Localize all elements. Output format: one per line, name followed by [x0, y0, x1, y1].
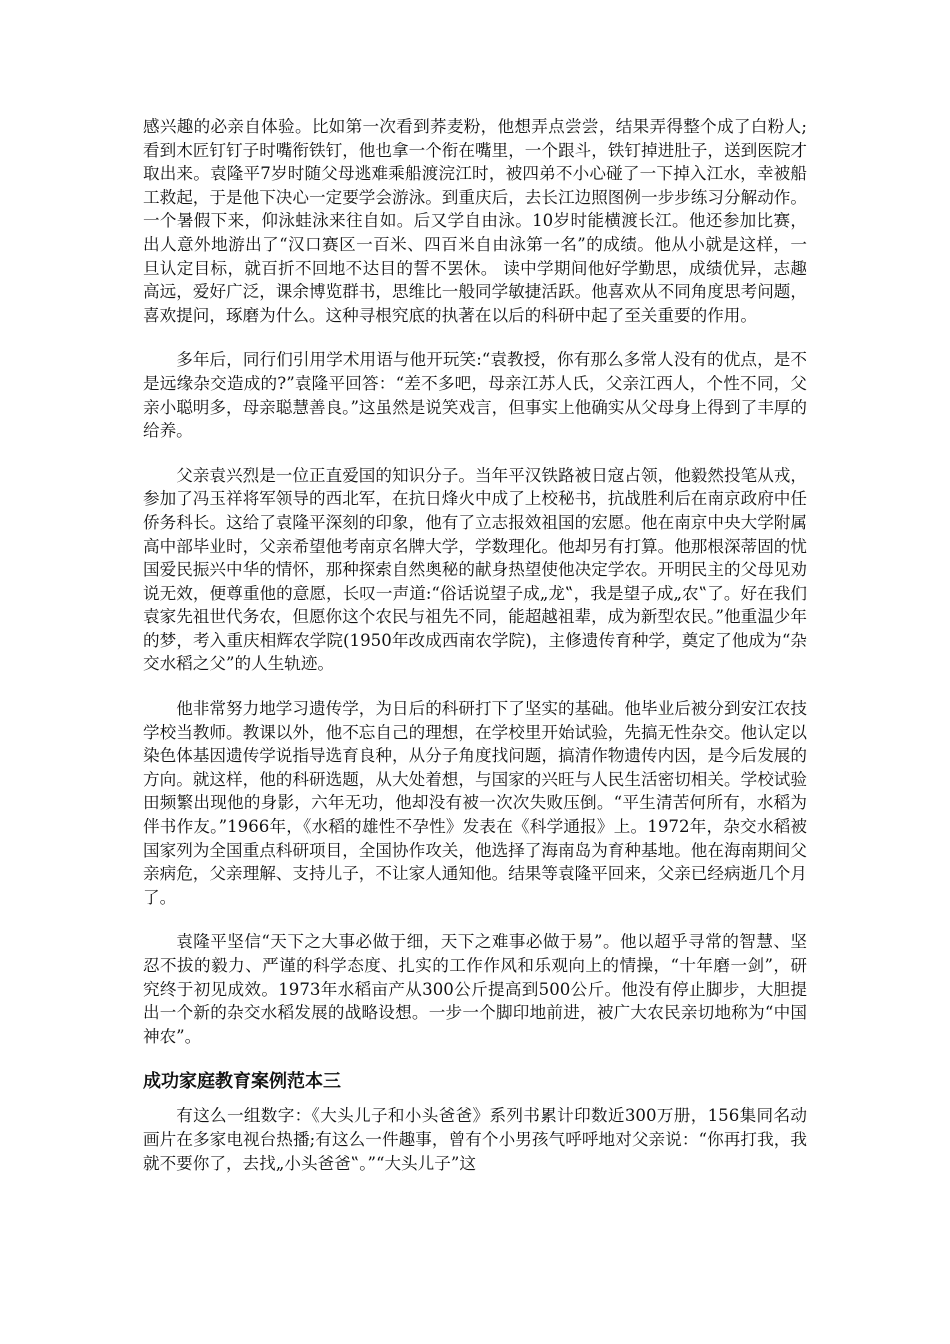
paragraph-colleague-joke: 多年后，同行们引用学术用语与他开玩笑:“袁教授，你有那么多常人没有的优点，是不是远缘杂交造成的?”袁隆平回答：“差不多吧，母亲江苏人氏，父亲江西人，个性不同，父亲小聪明多，母亲聪慧善良。”这虽然是说笑戏言，但事实上他确实从父母身上得到了丰厚的给养。: [143, 350, 807, 441]
document-body: [143, 115, 807, 1196]
paragraph-father: 父亲袁兴烈是一位正直爱国的知识分子。当年平汉铁路被日寇占领，他毅然投笔从戎，参加了冯玉祥将军领导的西北军，在抗日烽火中成了上校秘书，抗战胜利后在南京政府中任侨务科长。这给了袁隆平深刻的印象，他有了立志报效祖国的宏愿。他在南京中央大学附属高中部毕业时，父亲希望他考南京名牌大学，学数理化。他却另有打算。他那根深蒂固的忧国爱民振兴中华的情怀，那种探索自然奥秘的献身热望使他决定学农。开明民主的父母见劝说无效，便尊重他的意愿，长叹一声道:“俗话说望子成„龙‟，我是望子成„农‟了。好在我们袁家先祖世代务农，但愿你这个农民与祖先不同，能超越祖辈，成为新型农民。”他重温少年的梦，考入重庆相辉农学院(1950年改成西南农学院)，主修遗传育种学，奠定了他成为“杂交水稻之父”的人生轨迹。: [143, 465, 807, 674]
paragraph-childhood: 感兴趣的必亲自体验。比如第一次看到荞麦粉，他想弄点尝尝，结果弄得整个成了白粉人;看到木匠钉钉子时嘴衔铁钉，他也拿一个衔在嘴里，一个跟斗，铁钉掉进肚子，送到医院才取出来。袁隆平7岁时随父母逃难乘船渡浣江时，被四弟不小心碰了一下掉入江水，幸被船工救起，于是他下决心一定要学会游泳。到重庆后，去长江边照图例一步步练习分解动作。一个暑假下来，仰泳蛙泳来往自如。后又学自由泳。10岁时能横渡长江。他还参加比赛，出人意外地游出了“汉口赛区一百米、四百米自由泳第一名”的成绩。他从小就是这样，一旦认定目标，就百折不回地不达目的誓不罢休。 读中学期间他好学勤思，成绩优异，志趣高远，爱好广泛，课余博览群书，思维比一般同学敏捷活跃。他喜欢从不同角度思考问题，喜欢提问，琢磨为什么。这种寻根究底的执著在以后的科研中起了至关重要的作用。: [143, 117, 807, 325]
paragraph-case-three-intro: 有这么一组数字：《大头儿子和小头爸爸》系列书累计印数近300万册，156集同名动画片在多家电视台热播;有这么一件趣事，曾有个小男孩气呼呼地对父亲说：“你再打我，我就不要你了，去找„小头爸爸‟。”“大头儿子”这: [143, 1106, 807, 1173]
paragraph-achievement: 袁隆平坚信“天下之大事必做于细，天下之难事必做于易”。他以超乎寻常的智慧、坚忍不拔的毅力、严谨的科学态度、扎实的工作作风和乐观向上的情操，“十年磨一剑”，研究终于初见成效。1973年水稻亩产从300公斤提高到500公斤。他没有停止脚步，大胆提出一个新的杂交水稻发展的战略设想。一步一个脚印地前进，被广大农民亲切地称为“中国神农”。: [143, 932, 807, 1046]
section-heading: 成功家庭教育案例范本三: [143, 1071, 341, 1093]
paragraph-genetics-study: 他非常努力地学习遗传学，为日后的科研打下了坚实的基础。他毕业后被分到安江农技学校当教师。教课以外，他不忘自己的理想，在学校里开始试验，先搞无性杂交。他认定以染色体基因遗传学说指导选育良种，从分子角度找问题，搞清作物遗传内因，是今后发展的方向。就这样，他的科研选题，从大处着想，与国家的兴旺与人民生活密切相关。学校试验田频繁出现他的身影，六年无功，他却没有被一次次失败压倒。“平生清苦何所有，水稻为伴书作友。”1966年，《水稻的雄性不孕性》发表在《科学通报》上。1972年，杂交水稻被国家列为全国重点科研项目，全国协作攻关，他选择了海南岛为育种基地。他在海南期间父亲病危，父亲理解、支持儿子，不让家人通知他。结果等袁隆平回来，父亲已经病逝几个月了。: [143, 699, 807, 907]
